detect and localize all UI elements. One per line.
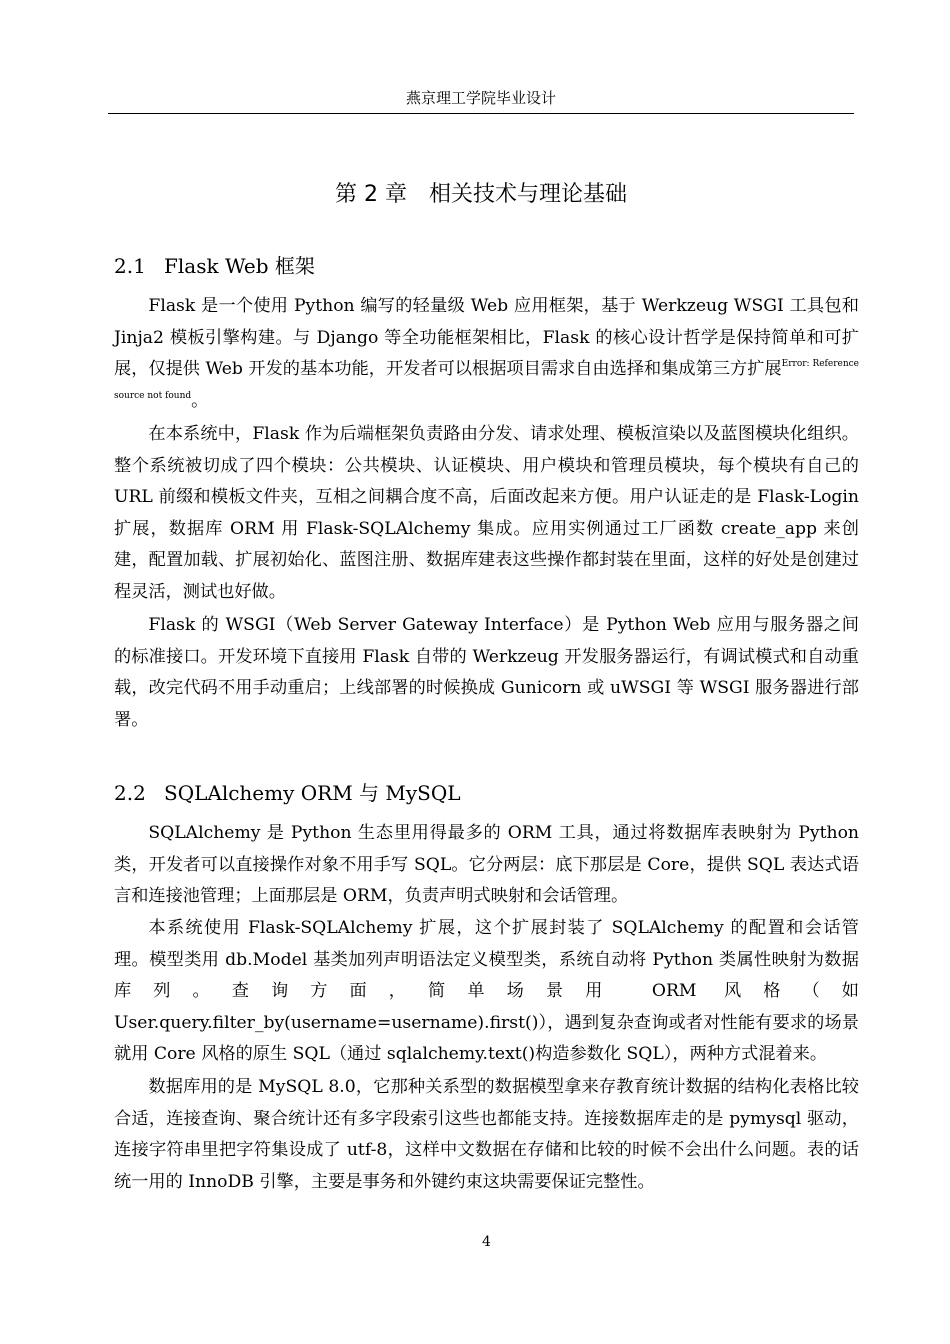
section-heading-2-2	[114, 779, 854, 807]
paragraph-tail: 。	[191, 390, 209, 411]
page-number: 4	[482, 1234, 491, 1250]
section-number: 2.1	[114, 254, 146, 278]
paragraph: 在本系统中，Flask 作为后端框架负责路由分发、请求处理、模板渲染以及蓝图模块化组织。整个系统被切成了四个模块：公共模块、认证模块、用户模块和管理员模块，每个模块有自己的 URL 前缀和模板文件夹，互相之间耦合度不高，后面改起来方便。用户认证走的是 Flask-Login 扩展，数据库 ORM 用 Flask-SQLAlchemy 集成。应用实例通过工厂函数 create_app 来创建，配置加载、扩展初始化、蓝图注册、数据库建表这些操作都封装在里面，这样的好处是创建过程灵活，测试也好做。	[114, 424, 859, 602]
paragraph: SQLAlchemy 是 Python 生态里用得最多的 ORM 工具，通过将数据库表映射为 Python 类，开发者可以直接操作对象不用手写 SQL。它分两层：底下那层是 Core，提供 SQL 表达式语言和连接池管理；上面那层是 ORM，负责声明式映射和会话管理。	[114, 823, 859, 907]
chapter-title: 第 2 章 相关技术与理论基础	[335, 182, 627, 207]
section-title: SQLAlchemy ORM 与 MySQL	[164, 781, 461, 805]
paragraph-text: Flask 是一个使用 Python 编写的轻量级 Web 应用框架，基于 Werkzeug WSGI 工具包和 Jinja2 模板引擎构建。与 Django 等全功能框架相比，Flask 的核心设计哲学是保持简单和可扩展，仅提供 Web 开发的基本功能，开发者可以根据项目需求自由选择和集成第三方扩展	[114, 296, 859, 380]
paragraph: Flask 的 WSGI（Web Server Gateway Interface）是 Python Web 应用与服务器之间的标准接口。开发环境下直接用 Flask 自带的 Werkzeug 开发服务器运行，有调试模式和自动重载，改完代码不用手动重启；上线部署的时候换成 Gunicorn 或 uWSGI 等 WSGI 服务器进行部署。	[114, 615, 859, 730]
section-number: 2.2	[114, 781, 146, 805]
citation-error: Error: Reference source not found	[114, 359, 859, 401]
running-header: 燕京理工学院毕业设计	[405, 89, 556, 107]
paragraph: 数据库用的是 MySQL 8.0，它那种关系型的数据模型拿来存教育统计数据的结构化表格比较合适，连接查询、聚合统计还有多字段索引这些也都能支持。连接数据库走的是 pymysql 驱动，连接字符串里把字符集设成了 utf-8，这样中文数据在存储和比较的时候不会出什么问题。表的话统一用的 InnoDB 引擎，主要是事务和外键约束这块需要保证完整性。	[114, 1077, 859, 1192]
section-heading-2-1	[114, 252, 854, 280]
header-rule	[108, 113, 854, 114]
section-title: Flask Web 框架	[164, 254, 315, 278]
paragraph	[114, 291, 859, 417]
paragraph: 本系统使用 Flask-SQLAlchemy 扩展，这个扩展封装了 SQLAlchemy 的配置和会话管理。模型类用 db.Model 基类加列声明语法定义模型类，系统自动将 Python 类属性映射为数据库列。查询方面，简单场景用 ORM 风格（如 User.query.filter_by(username=username).first()），遇到复杂查询或者对性能有要求的场景就用 Core 风格的原生 SQL（通过 sqlalchemy.text()构造参数化 SQL），两种方式混着来。	[114, 918, 859, 1065]
